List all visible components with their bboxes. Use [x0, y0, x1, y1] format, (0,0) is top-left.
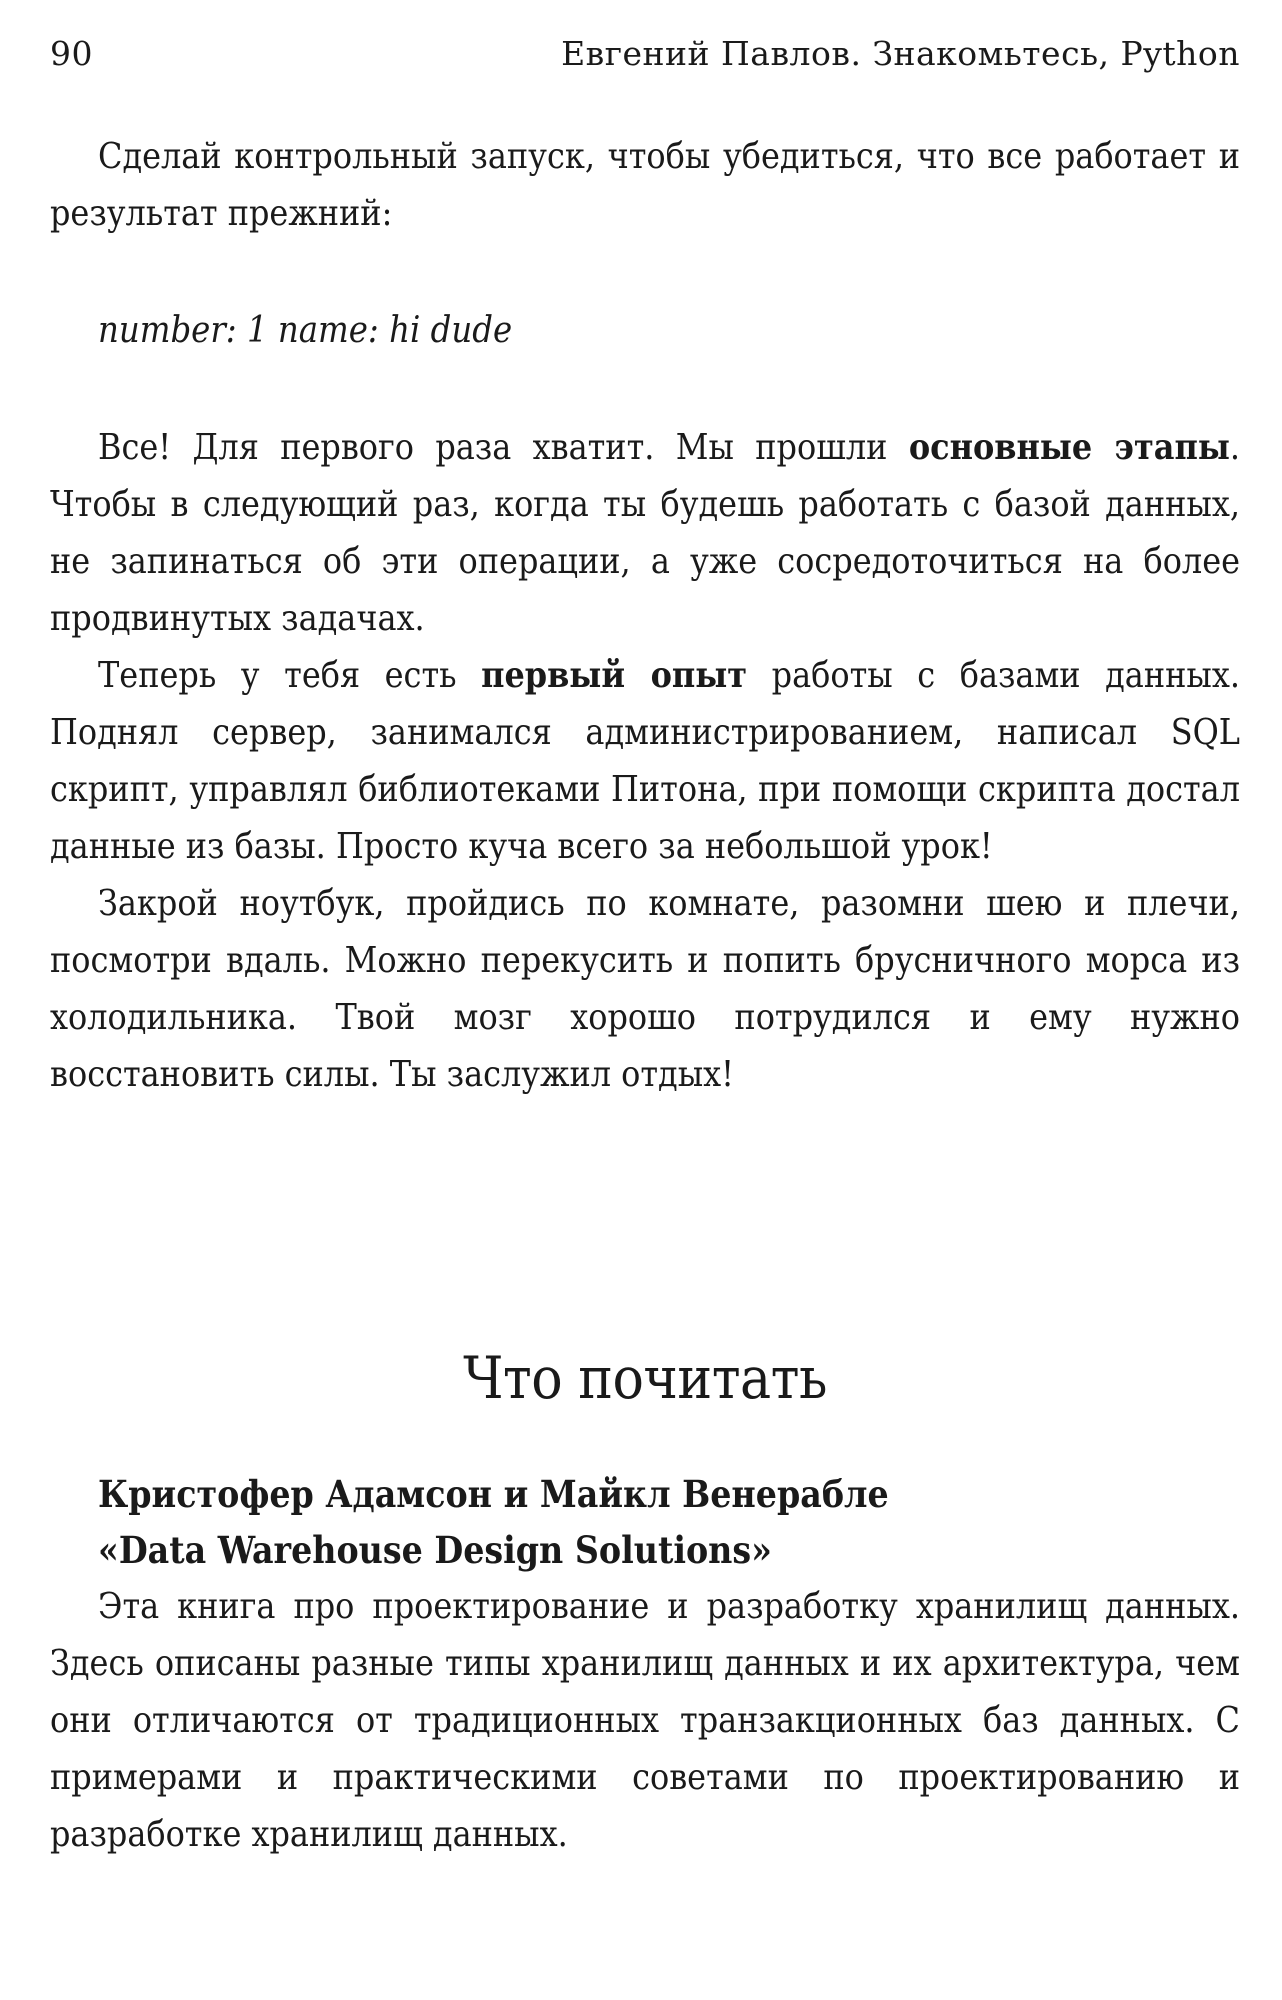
page-number: 90: [50, 34, 93, 73]
book-authors: Кристофер Адамсон и Майкл Венерабле: [98, 1472, 889, 1516]
paragraph-rest: Закрой ноутбук, пройдись по комнате, разомни шею и плечи, посмотри вдаль. Можно перекусить и попить брусничного морса из холодильника. Твой мозг хорошо потрудился и ему нужно восстановить силы. Ты заслужил отдых!: [50, 883, 1240, 1095]
paragraph-main-stages: [50, 419, 1240, 647]
page-content: [50, 128, 1240, 1863]
code-output: number: 1 name: hi dude: [98, 310, 513, 351]
bold-phrase: основные этапы: [908, 427, 1230, 468]
paragraph-first-experience: [50, 647, 1240, 875]
book-title: «Data Warehouse Design Solutions»: [98, 1528, 772, 1572]
paragraph-text: . Чтобы в следующий раз, когда ты будешь работать с базой данных, не запинаться об эти операции, а уже сосредоточиться на более продвинутых задачах.: [50, 427, 1241, 639]
paragraph-text: Все! Для первого раза хватит. Мы прошли: [98, 427, 909, 468]
intro-paragraph: Сделай контрольный запуск, чтобы убедиться, что все работает и результат прежний:: [50, 136, 1240, 234]
paragraph-text: Теперь у тебя есть: [98, 655, 482, 696]
book-description: Эта книга про проектирование и разработку хранилищ данных. Здесь описаны разные типы хранилищ данных и их архитектура, чем они отличаются от традиционных транзакционных баз данных. С примерами и практическими советами по проектированию и разработке хранилищ данных.: [50, 1586, 1240, 1855]
bold-phrase: первый опыт: [481, 655, 748, 696]
running-title: Евгений Павлов. Знакомьтесь, Python: [561, 34, 1240, 73]
section-title: Что почитать: [463, 1344, 827, 1412]
paragraph-text: работы с базами данных. Поднял сервер, занимался администрированием, написал SQL скрипт, управлял библиотеками Питона, при помощи скрипта достал данные из базы. Просто куча всего за небольшой урок!: [50, 655, 1240, 867]
running-header: [50, 34, 1240, 78]
book-entry-heading: [98, 1466, 1240, 1578]
